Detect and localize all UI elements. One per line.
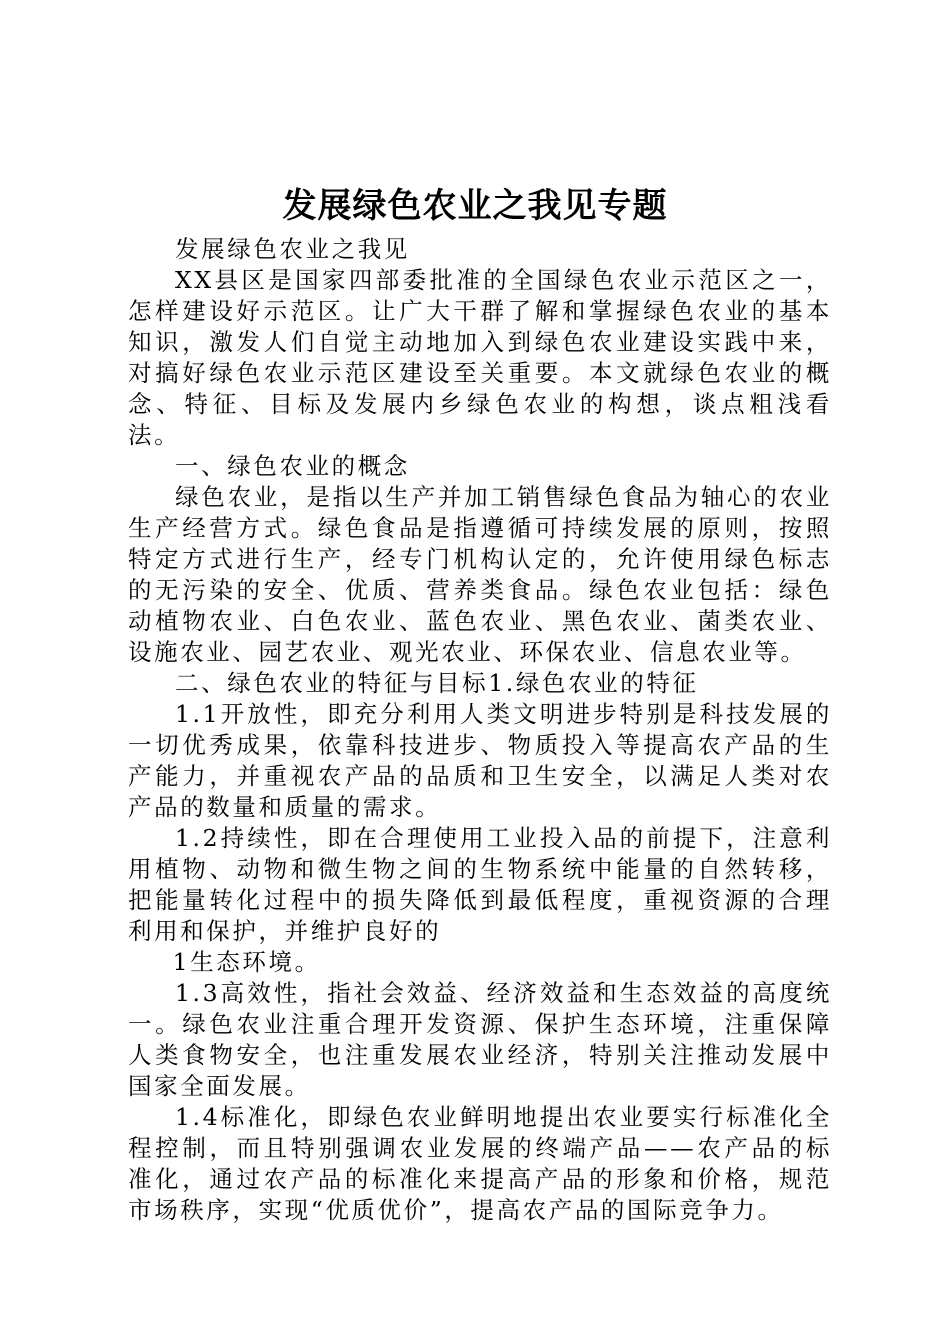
paragraph-standardization: 1.4标准化，即绿色农业鲜明地提出农业要实行标准化全程控制，而且特别强调农业发展的终端产品——农产品的标准化，通过农产品的标准化来提高产品的形象和价格，规范市场秩序，实现“优质优价”，提高农产品的国际竞争力。 bbox=[128, 1103, 832, 1224]
paragraph-concept: 绿色农业，是指以生产并加工销售绿色食品为轴心的农业生产经营方式。绿色食品是指遵循可持续发展的原则，按照特定方式进行生产，经专门机构认定的，允许使用绿色标志的无污染的安全、优质、营养类食品。绿色农业包括：绿色动植物农业、白色农业、蓝色农业、黑色农业、菌类农业、设施农业、园艺农业、观光农业、环保农业、信息农业等。 bbox=[128, 483, 832, 666]
paragraph-ecology: 1生态环境。 bbox=[172, 948, 321, 976]
paragraph-subtitle: 发展绿色农业之我见 bbox=[175, 235, 410, 263]
paragraph-sustainability: 1.2持续性，即在合理使用工业投入品的前提下，注意利用植物、动物和微生物之间的生物系统中能量的自然转移，把能量转化过程中的损失降低到最低程度，重视资源的合理利用和保护，并维护良好的 bbox=[128, 824, 832, 945]
section-heading-concept: 一、绿色农业的概念 bbox=[175, 452, 410, 480]
paragraph-intro: XX县区是国家四部委批准的全国绿色农业示范区之一，怎样建设好示范区。让广大干群了解和掌握绿色农业的基本知识，激发人们自觉主动地加入到绿色农业建设实践中来，对搞好绿色农业示范区建设至关重要。本文就绿色农业的概念、特征、目标及发展内乡绿色农业的构想，谈点粗浅看法。 bbox=[128, 266, 832, 449]
document-body bbox=[128, 234, 832, 1226]
paragraph-openness: 1.1开放性，即充分利用人类文明进步特别是科技发展的一切优秀成果，依靠科技进步、物质投入等提高农产品的生产能力，并重视农产品的品质和卫生安全，以满足人类对农产品的数量和质量的需求。 bbox=[128, 700, 832, 821]
document-title: 发展绿色农业之我见专题 bbox=[282, 186, 668, 226]
paragraph-efficiency: 1.3高效性，指社会效益、经济效益和生态效益的高度统一。绿色农业注重合理开发资源、保护生态环境，注重保障人类食物安全，也注重发展农业经济，特别关注推动发展中国家全面发展。 bbox=[128, 979, 832, 1100]
section-heading-features: 二、绿色农业的特征与目标1.绿色农业的特征 bbox=[175, 669, 699, 697]
